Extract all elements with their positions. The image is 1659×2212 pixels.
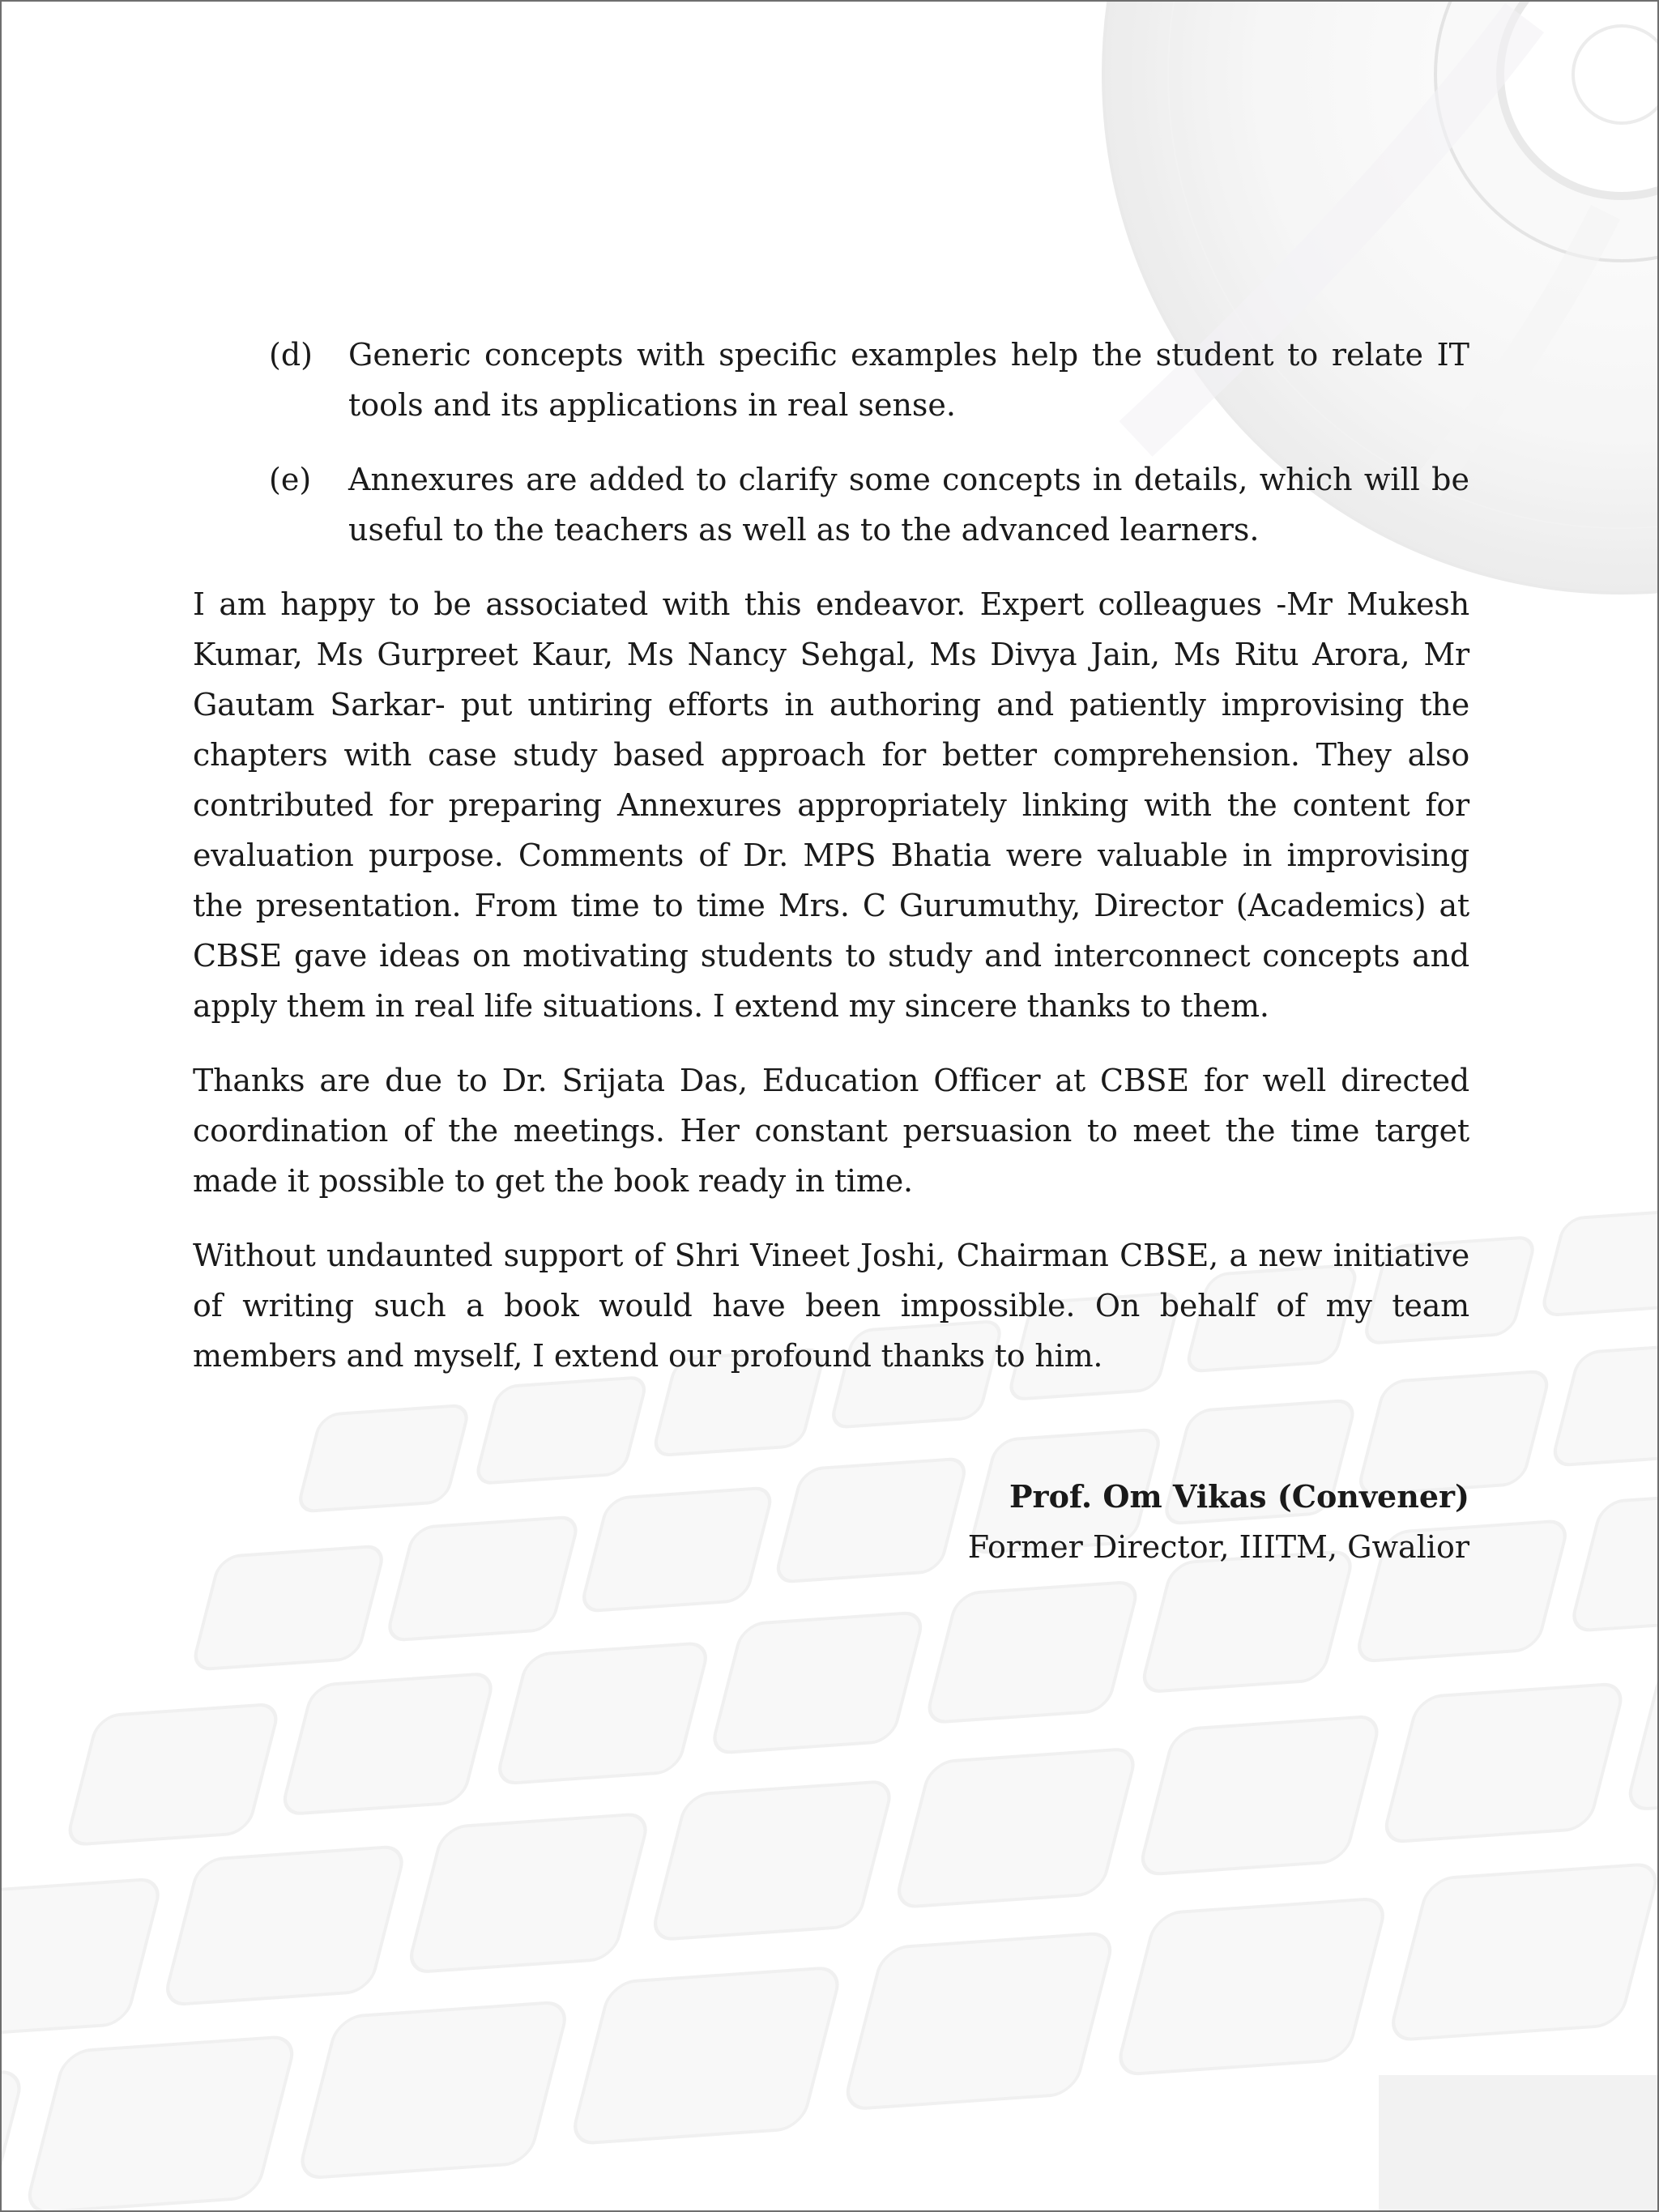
signature-block	[193, 1472, 1469, 1572]
list-marker: (d)	[269, 337, 313, 373]
list-marker: (e)	[269, 462, 312, 497]
signatory-role: Former Director, IIITM, Gwalior	[967, 1529, 1469, 1565]
paragraph-acknowledgement-coordination: Thanks are due to Dr. Srijata Das, Education Officer at CBSE for well directed coordination of the meetings. Her constant persuasion to meet the time target made it possible to get the book ready in time.	[193, 1063, 1469, 1199]
list-item-d	[193, 330, 1469, 430]
signatory-name: Prof. Om Vikas (Convener)	[1009, 1478, 1469, 1515]
list-item-text: Generic concepts with specific examples help the student to relate IT tools and its applications in real sense.	[348, 337, 1469, 423]
list-item-text: Annexures are added to clarify some concepts in details, which will be useful to the teachers as well as to the advanced learners.	[348, 462, 1469, 548]
paragraph-acknowledgement-chairman: Without undaunted support of Shri Vineet Joshi, Chairman CBSE, a new initiative of writing such a book would have been impossible. On behalf of my team members and myself, I extend our profound thanks to him.	[193, 1238, 1469, 1374]
document-body	[193, 330, 1469, 1572]
list-item-e	[193, 454, 1469, 555]
paragraph-acknowledgement-colleagues: I am happy to be associated with this endeavor. Expert colleagues -Mr Mukesh Kumar, Ms Gurpreet Kaur, Ms Nancy Sehgal, Ms Divya Jain, Ms Ritu Arora, Mr Gautam Sarkar- put untiring efforts in authoring and patiently improvising the chapters with case study based approach for better comprehension. They also contributed for preparing Annexures appropriately linking with the content for evaluation purpose. Comments of Dr. MPS Bhatia were valuable in improvising the presentation. From time to time Mrs. C Gurumuthy, Director (Academics) at CBSE gave ideas on motivating students to study and interconnect concepts and apply them in real life situations. I extend my sincere thanks to them.	[193, 586, 1469, 1024]
